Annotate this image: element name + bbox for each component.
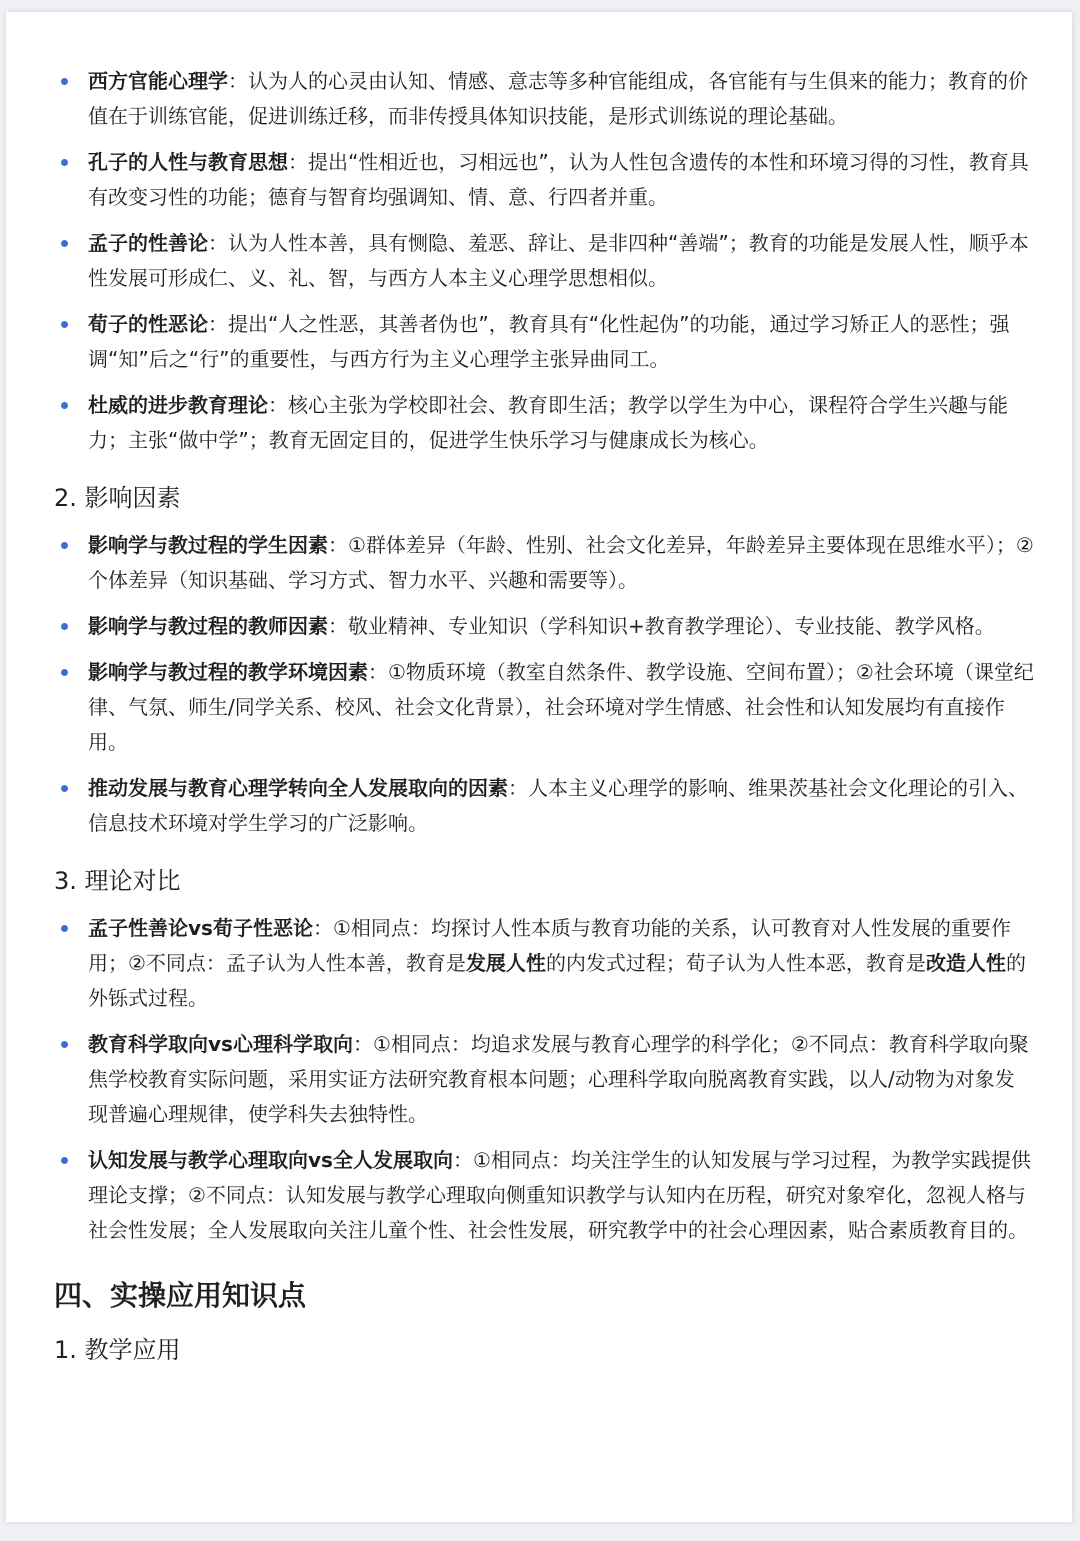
list-item <box>54 655 1034 760</box>
item-text: ：认为人的心灵由认知、情感、意志等多种官能组成，各官能有与生俱来的能力；教育的价值在于训练官能，促进训练迁移，而非传授具体知识技能，是形式训练说的理论基础。 <box>88 69 1028 128</box>
item-text: ：核心主张为学校即社会、教育即生活；教学以学生为中心，课程符合学生兴趣与能力；主张“做中学”；教育无固定目的，促进学生快乐学习与健康成长为核心。 <box>88 393 1008 452</box>
item-text: ：提出“人之性恶，其善者伪也”，教育具有“化性起伪”的功能，通过学习矫正人的恶性；强调“知”后之“行”的重要性，与西方行为主义心理学主张异曲同工。 <box>88 312 1010 371</box>
item-term: 西方官能心理学 <box>88 69 228 93</box>
bullet-icon <box>61 402 68 409</box>
list-item <box>54 226 1034 296</box>
item-term: 孔子的人性与教育思想 <box>88 150 288 174</box>
item-text: ：人本主义心理学的影响、维果茨基社会文化理论的引入、信息技术环境对学生学习的广泛影响。 <box>88 776 1028 835</box>
list-item <box>54 64 1034 134</box>
theory-list <box>54 64 1034 458</box>
document-content <box>54 64 1034 1380</box>
item-text: ：认为人性本善，具有恻隐、羞恶、辞让、是非四种“善端”；教育的功能是发展人性，顺乎本性发展可形成仁、义、礼、智，与西方人本主义心理学思想相似。 <box>88 231 1029 290</box>
list-item <box>54 145 1034 215</box>
list-item <box>54 528 1034 598</box>
bullet-icon <box>61 925 68 932</box>
item-text: ：①相同点：均追求发展与教育心理学的科学化；②不同点：教育科学取向聚焦学校教育实际问题，采用实证方法研究教育根本问题；心理科学取向脱离教育实践，以人/动物为对象发现普遍心理规律，使学科失去独特性。 <box>88 1032 1029 1126</box>
item-term: 孟子性善论vs荀子性恶论 <box>88 916 313 940</box>
bullet-icon <box>61 159 68 166</box>
emphasis-text: 改造人性 <box>925 951 1006 975</box>
list-item <box>54 307 1034 377</box>
bullet-icon <box>61 240 68 247</box>
item-term: 孟子的性善论 <box>88 231 208 255</box>
item-term: 教育科学取向vs心理科学取向 <box>88 1032 353 1056</box>
item-text: ：敬业精神、专业知识（学科知识+教育教学理论）、专业技能、教学风格。 <box>328 614 995 638</box>
item-text: ：①相同点：均关注学生的认知发展与学习过程，为教学实践提供理论支撑；②不同点：认知发展与教学心理取向侧重知识教学与认知内在历程，研究对象窄化，忽视人格与社会性发展；全人发展取向关注儿童个性、社会性发展，研究教学中的社会心理因素，贴合素质教育目的。 <box>88 1148 1031 1242</box>
factors-list <box>54 528 1034 841</box>
emphasis-text: 发展人性 <box>465 951 546 975</box>
bullet-icon <box>61 321 68 328</box>
item-text: ：①物质环境（教室自然条件、教学设施、空间布置）；②社会环境（课堂纪律、气氛、师生/同学关系、校风、社会文化背景），社会环境对学生情感、社会性和认知发展均有直接作用。 <box>88 660 1034 754</box>
item-text: 的外铄式过程。 <box>88 951 1026 1010</box>
bullet-icon <box>61 1041 68 1048</box>
item-text: ：①相同点：均探讨人性本质与教育功能的关系，认可教育对人性发展的重要作用；②不同点：孟子认为人性本善，教育是 <box>88 916 1011 975</box>
bullet-icon <box>61 785 68 792</box>
list-item <box>54 1143 1034 1248</box>
bullet-icon <box>61 78 68 85</box>
subsection-heading-teaching: 1. 教学应用 <box>54 1336 181 1364</box>
section-heading-factors: 2. 影响因素 <box>54 484 181 512</box>
section-heading-comparison: 3. 理论对比 <box>54 867 181 895</box>
bullet-icon <box>61 1157 68 1164</box>
item-term: 推动发展与教育心理学转向全人发展取向的因素 <box>88 776 508 800</box>
list-item <box>54 1027 1034 1132</box>
item-term: 荀子的性恶论 <box>88 312 208 336</box>
bullet-icon <box>61 623 68 630</box>
item-term: 影响学与教过程的学生因素 <box>88 533 328 557</box>
list-item <box>54 771 1034 841</box>
item-text: ：提出“性相近也，习相远也”，认为人性包含遗传的本性和环境习得的习性，教育具有改变习性的功能；德育与智育均强调知、情、意、行四者并重。 <box>88 150 1029 209</box>
item-text: 的内发式过程；荀子认为人性本恶，教育是 <box>545 951 926 975</box>
list-item <box>54 911 1034 1016</box>
item-text: ：①群体差异（年龄、性别、社会文化差异，年龄差异主要体现在思维水平）；②个体差异（知识基础、学习方式、智力水平、兴趣和需要等）。 <box>88 533 1034 592</box>
bullet-icon <box>61 542 68 549</box>
item-term: 影响学与教过程的教学环境因素 <box>88 660 368 684</box>
document-card <box>6 12 1072 1522</box>
list-item <box>54 388 1034 458</box>
item-term: 影响学与教过程的教师因素 <box>88 614 328 638</box>
list-item <box>54 609 1034 644</box>
section-heading-practice: 四、实操应用知识点 <box>54 1279 307 1312</box>
item-term: 杜威的进步教育理论 <box>88 393 268 417</box>
comparison-list <box>54 911 1034 1248</box>
item-term: 认知发展与教学心理取向vs全人发展取向 <box>88 1148 453 1172</box>
bullet-icon <box>61 669 68 676</box>
